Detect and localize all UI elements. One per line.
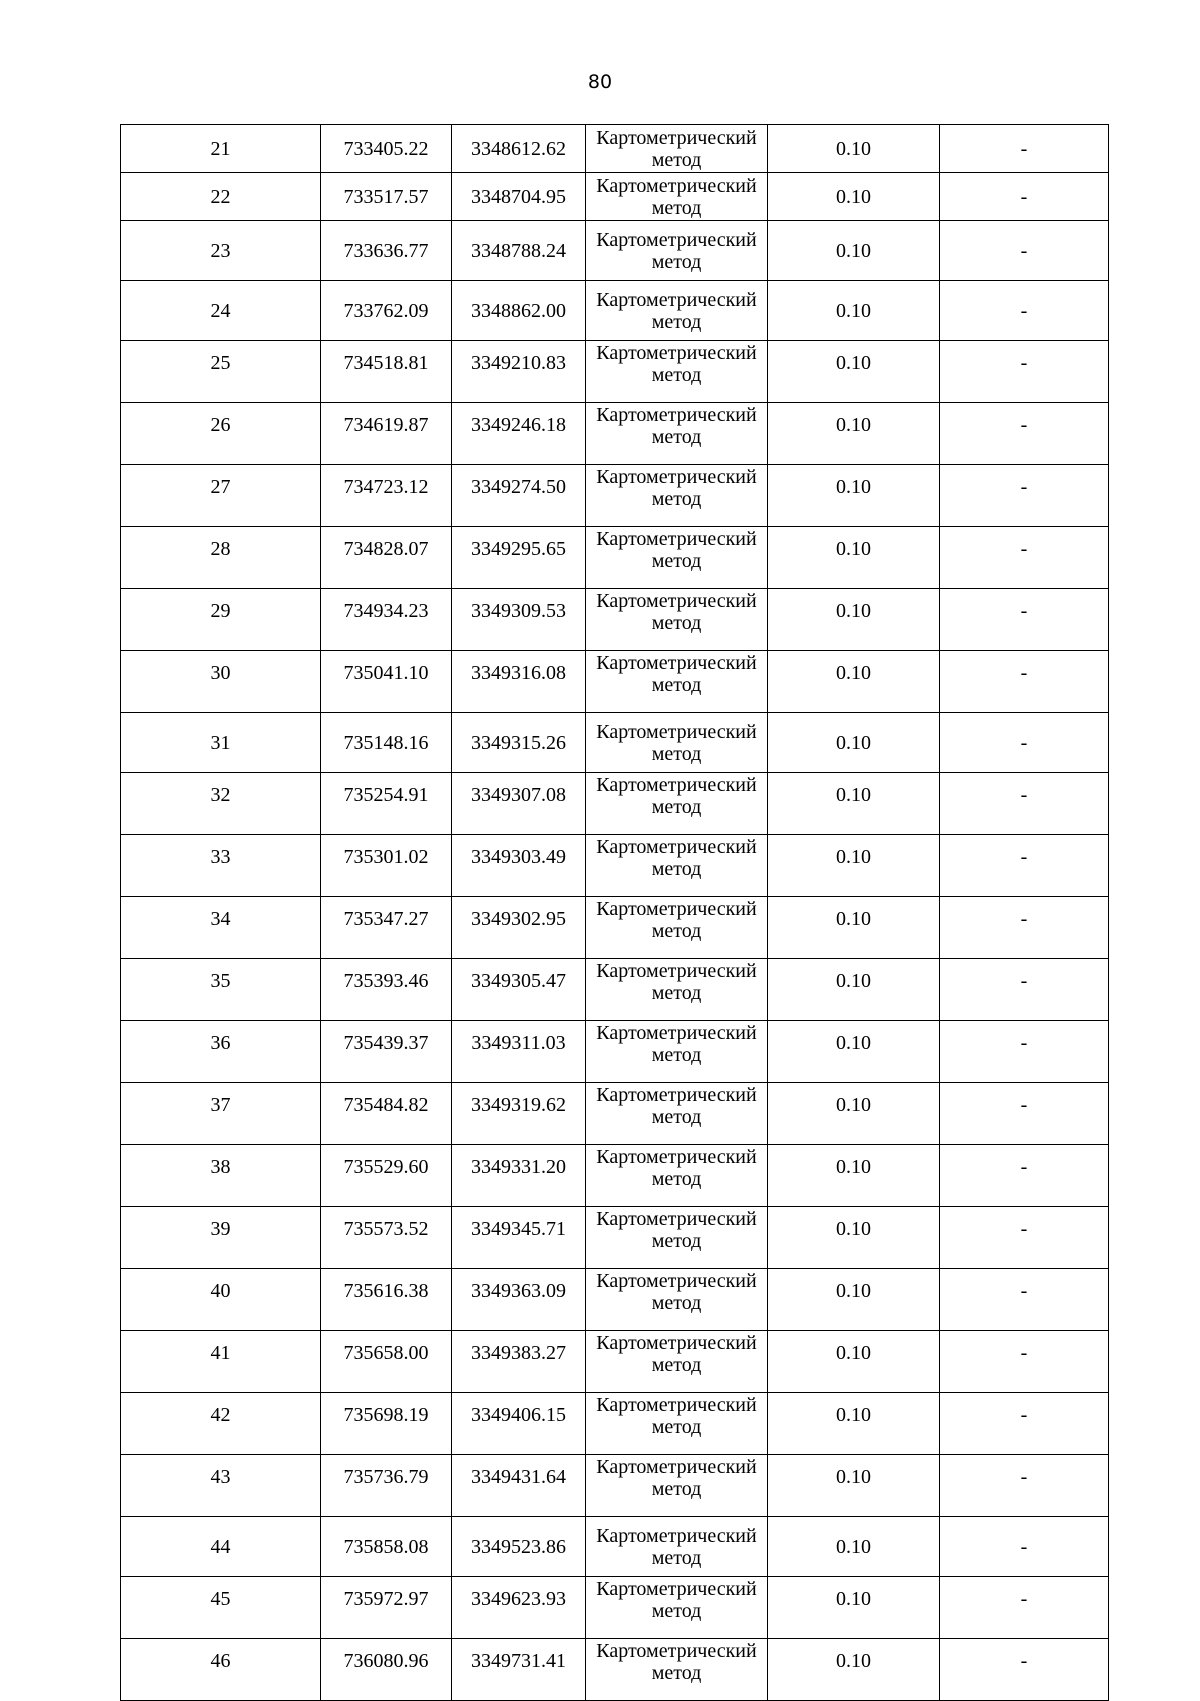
note-cell: -	[940, 1331, 1109, 1393]
note-cell: -	[940, 1145, 1109, 1207]
y-coordinate-cell: 3349316.08	[452, 651, 586, 713]
table-row	[121, 959, 1109, 1021]
y-coordinate-cell: 3349731.41	[452, 1639, 586, 1701]
x-coordinate-cell: 735658.00	[321, 1331, 452, 1393]
accuracy-cell: 0.10	[768, 897, 940, 959]
y-coordinate-cell: 3349406.15	[452, 1393, 586, 1455]
accuracy-cell: 0.10	[768, 1083, 940, 1145]
note-cell: -	[940, 1083, 1109, 1145]
point-number-cell: 27	[121, 465, 321, 527]
method-cell: Картометрический метод	[586, 1393, 768, 1455]
accuracy-cell: 0.10	[768, 1145, 940, 1207]
note-cell: -	[940, 403, 1109, 465]
x-coordinate-cell: 735041.10	[321, 651, 452, 713]
table-row	[121, 1021, 1109, 1083]
point-number-cell: 38	[121, 1145, 321, 1207]
point-number-cell: 22	[121, 173, 321, 221]
table-row	[121, 651, 1109, 713]
method-cell: Картометрический метод	[586, 173, 768, 221]
method-cell: Картометрический метод	[586, 1517, 768, 1577]
method-cell: Картометрический метод	[586, 465, 768, 527]
accuracy-cell: 0.10	[768, 1639, 940, 1701]
point-number-cell: 21	[121, 125, 321, 173]
method-cell: Картометрический метод	[586, 835, 768, 897]
method-cell: Картометрический метод	[586, 1145, 768, 1207]
note-cell: -	[940, 527, 1109, 589]
table-row	[121, 1331, 1109, 1393]
table-row	[121, 1083, 1109, 1145]
table-row	[121, 773, 1109, 835]
method-cell: Картометрический метод	[586, 1639, 768, 1701]
table-row	[121, 1517, 1109, 1577]
table-row	[121, 713, 1109, 773]
x-coordinate-cell: 735573.52	[321, 1207, 452, 1269]
table-row	[121, 1269, 1109, 1331]
accuracy-cell: 0.10	[768, 1331, 940, 1393]
y-coordinate-cell: 3349309.53	[452, 589, 586, 651]
x-coordinate-cell: 735736.79	[321, 1455, 452, 1517]
method-cell: Картометрический метод	[586, 221, 768, 281]
y-coordinate-cell: 3348862.00	[452, 281, 586, 341]
y-coordinate-cell: 3348704.95	[452, 173, 586, 221]
method-cell: Картометрический метод	[586, 1577, 768, 1639]
point-number-cell: 45	[121, 1577, 321, 1639]
table-row	[121, 1577, 1109, 1639]
accuracy-cell: 0.10	[768, 1021, 940, 1083]
x-coordinate-cell: 735972.97	[321, 1577, 452, 1639]
table-row	[121, 589, 1109, 651]
x-coordinate-cell: 735484.82	[321, 1083, 452, 1145]
y-coordinate-cell: 3349523.86	[452, 1517, 586, 1577]
x-coordinate-cell: 733762.09	[321, 281, 452, 341]
point-number-cell: 26	[121, 403, 321, 465]
point-number-cell: 32	[121, 773, 321, 835]
method-cell: Картометрический метод	[586, 125, 768, 173]
x-coordinate-cell: 734619.87	[321, 403, 452, 465]
point-number-cell: 31	[121, 713, 321, 773]
note-cell: -	[940, 897, 1109, 959]
method-cell: Картометрический метод	[586, 897, 768, 959]
note-cell: -	[940, 773, 1109, 835]
x-coordinate-cell: 734518.81	[321, 341, 452, 403]
accuracy-cell: 0.10	[768, 959, 940, 1021]
x-coordinate-cell: 735698.19	[321, 1393, 452, 1455]
note-cell: -	[940, 125, 1109, 173]
accuracy-cell: 0.10	[768, 125, 940, 173]
note-cell: -	[940, 1207, 1109, 1269]
x-coordinate-cell: 734934.23	[321, 589, 452, 651]
x-coordinate-cell: 735616.38	[321, 1269, 452, 1331]
method-cell: Картометрический метод	[586, 1021, 768, 1083]
y-coordinate-cell: 3349311.03	[452, 1021, 586, 1083]
y-coordinate-cell: 3349431.64	[452, 1455, 586, 1517]
method-cell: Картометрический метод	[586, 1207, 768, 1269]
method-cell: Картометрический метод	[586, 589, 768, 651]
x-coordinate-cell: 736080.96	[321, 1639, 452, 1701]
point-number-cell: 33	[121, 835, 321, 897]
table-row	[121, 125, 1109, 173]
accuracy-cell: 0.10	[768, 589, 940, 651]
y-coordinate-cell: 3348788.24	[452, 221, 586, 281]
point-number-cell: 35	[121, 959, 321, 1021]
y-coordinate-cell: 3348612.62	[452, 125, 586, 173]
x-coordinate-cell: 735148.16	[321, 713, 452, 773]
table-row	[121, 281, 1109, 341]
x-coordinate-cell: 735347.27	[321, 897, 452, 959]
note-cell: -	[940, 651, 1109, 713]
note-cell: -	[940, 341, 1109, 403]
table-row	[121, 897, 1109, 959]
y-coordinate-cell: 3349345.71	[452, 1207, 586, 1269]
coordinates-table-body	[121, 125, 1109, 1701]
y-coordinate-cell: 3349302.95	[452, 897, 586, 959]
accuracy-cell: 0.10	[768, 527, 940, 589]
point-number-cell: 41	[121, 1331, 321, 1393]
note-cell: -	[940, 1393, 1109, 1455]
x-coordinate-cell: 735301.02	[321, 835, 452, 897]
point-number-cell: 42	[121, 1393, 321, 1455]
note-cell: -	[940, 959, 1109, 1021]
accuracy-cell: 0.10	[768, 1517, 940, 1577]
point-number-cell: 37	[121, 1083, 321, 1145]
y-coordinate-cell: 3349303.49	[452, 835, 586, 897]
x-coordinate-cell: 735254.91	[321, 773, 452, 835]
x-coordinate-cell: 734723.12	[321, 465, 452, 527]
accuracy-cell: 0.10	[768, 1269, 940, 1331]
accuracy-cell: 0.10	[768, 281, 940, 341]
y-coordinate-cell: 3349319.62	[452, 1083, 586, 1145]
note-cell: -	[940, 173, 1109, 221]
table-row	[121, 403, 1109, 465]
y-coordinate-cell: 3349305.47	[452, 959, 586, 1021]
accuracy-cell: 0.10	[768, 1207, 940, 1269]
y-coordinate-cell: 3349315.26	[452, 713, 586, 773]
table-row	[121, 1639, 1109, 1701]
accuracy-cell: 0.10	[768, 773, 940, 835]
method-cell: Картометрический метод	[586, 527, 768, 589]
method-cell: Картометрический метод	[586, 341, 768, 403]
point-number-cell: 39	[121, 1207, 321, 1269]
note-cell: -	[940, 1021, 1109, 1083]
note-cell: -	[940, 1269, 1109, 1331]
accuracy-cell: 0.10	[768, 403, 940, 465]
y-coordinate-cell: 3349623.93	[452, 1577, 586, 1639]
method-cell: Картометрический метод	[586, 713, 768, 773]
y-coordinate-cell: 3349210.83	[452, 341, 586, 403]
y-coordinate-cell: 3349295.65	[452, 527, 586, 589]
table-row	[121, 1207, 1109, 1269]
accuracy-cell: 0.10	[768, 221, 940, 281]
accuracy-cell: 0.10	[768, 173, 940, 221]
method-cell: Картометрический метод	[586, 651, 768, 713]
x-coordinate-cell: 734828.07	[321, 527, 452, 589]
x-coordinate-cell: 735439.37	[321, 1021, 452, 1083]
table-row	[121, 835, 1109, 897]
y-coordinate-cell: 3349307.08	[452, 773, 586, 835]
method-cell: Картометрический метод	[586, 403, 768, 465]
method-cell: Картометрический метод	[586, 1331, 768, 1393]
accuracy-cell: 0.10	[768, 1455, 940, 1517]
accuracy-cell: 0.10	[768, 1577, 940, 1639]
accuracy-cell: 0.10	[768, 835, 940, 897]
note-cell: -	[940, 713, 1109, 773]
method-cell: Картометрический метод	[586, 1083, 768, 1145]
accuracy-cell: 0.10	[768, 1393, 940, 1455]
x-coordinate-cell: 735529.60	[321, 1145, 452, 1207]
table-row	[121, 1455, 1109, 1517]
note-cell: -	[940, 1639, 1109, 1701]
note-cell: -	[940, 465, 1109, 527]
method-cell: Картометрический метод	[586, 773, 768, 835]
table-row	[121, 1393, 1109, 1455]
point-number-cell: 30	[121, 651, 321, 713]
note-cell: -	[940, 1455, 1109, 1517]
table-row	[121, 341, 1109, 403]
table-row	[121, 221, 1109, 281]
accuracy-cell: 0.10	[768, 465, 940, 527]
page-number: 80	[587, 71, 613, 93]
x-coordinate-cell: 735858.08	[321, 1517, 452, 1577]
point-number-cell: 25	[121, 341, 321, 403]
point-number-cell: 34	[121, 897, 321, 959]
x-coordinate-cell: 733636.77	[321, 221, 452, 281]
y-coordinate-cell: 3349246.18	[452, 403, 586, 465]
x-coordinate-cell: 733405.22	[321, 125, 452, 173]
table-row	[121, 173, 1109, 221]
note-cell: -	[940, 281, 1109, 341]
table-row	[121, 527, 1109, 589]
note-cell: -	[940, 589, 1109, 651]
point-number-cell: 29	[121, 589, 321, 651]
point-number-cell: 23	[121, 221, 321, 281]
y-coordinate-cell: 3349383.27	[452, 1331, 586, 1393]
point-number-cell: 46	[121, 1639, 321, 1701]
y-coordinate-cell: 3349274.50	[452, 465, 586, 527]
point-number-cell: 43	[121, 1455, 321, 1517]
x-coordinate-cell: 733517.57	[321, 173, 452, 221]
x-coordinate-cell: 735393.46	[321, 959, 452, 1021]
accuracy-cell: 0.10	[768, 651, 940, 713]
note-cell: -	[940, 1517, 1109, 1577]
point-number-cell: 44	[121, 1517, 321, 1577]
note-cell: -	[940, 221, 1109, 281]
method-cell: Картометрический метод	[586, 1455, 768, 1517]
point-number-cell: 36	[121, 1021, 321, 1083]
y-coordinate-cell: 3349363.09	[452, 1269, 586, 1331]
table-row	[121, 465, 1109, 527]
note-cell: -	[940, 1577, 1109, 1639]
note-cell: -	[940, 835, 1109, 897]
method-cell: Картометрический метод	[586, 959, 768, 1021]
table-row	[121, 1145, 1109, 1207]
accuracy-cell: 0.10	[768, 341, 940, 403]
y-coordinate-cell: 3349331.20	[452, 1145, 586, 1207]
point-number-cell: 28	[121, 527, 321, 589]
point-number-cell: 24	[121, 281, 321, 341]
accuracy-cell: 0.10	[768, 713, 940, 773]
point-number-cell: 40	[121, 1269, 321, 1331]
method-cell: Картометрический метод	[586, 1269, 768, 1331]
method-cell: Картометрический метод	[586, 281, 768, 341]
coordinates-table	[120, 124, 1109, 1701]
